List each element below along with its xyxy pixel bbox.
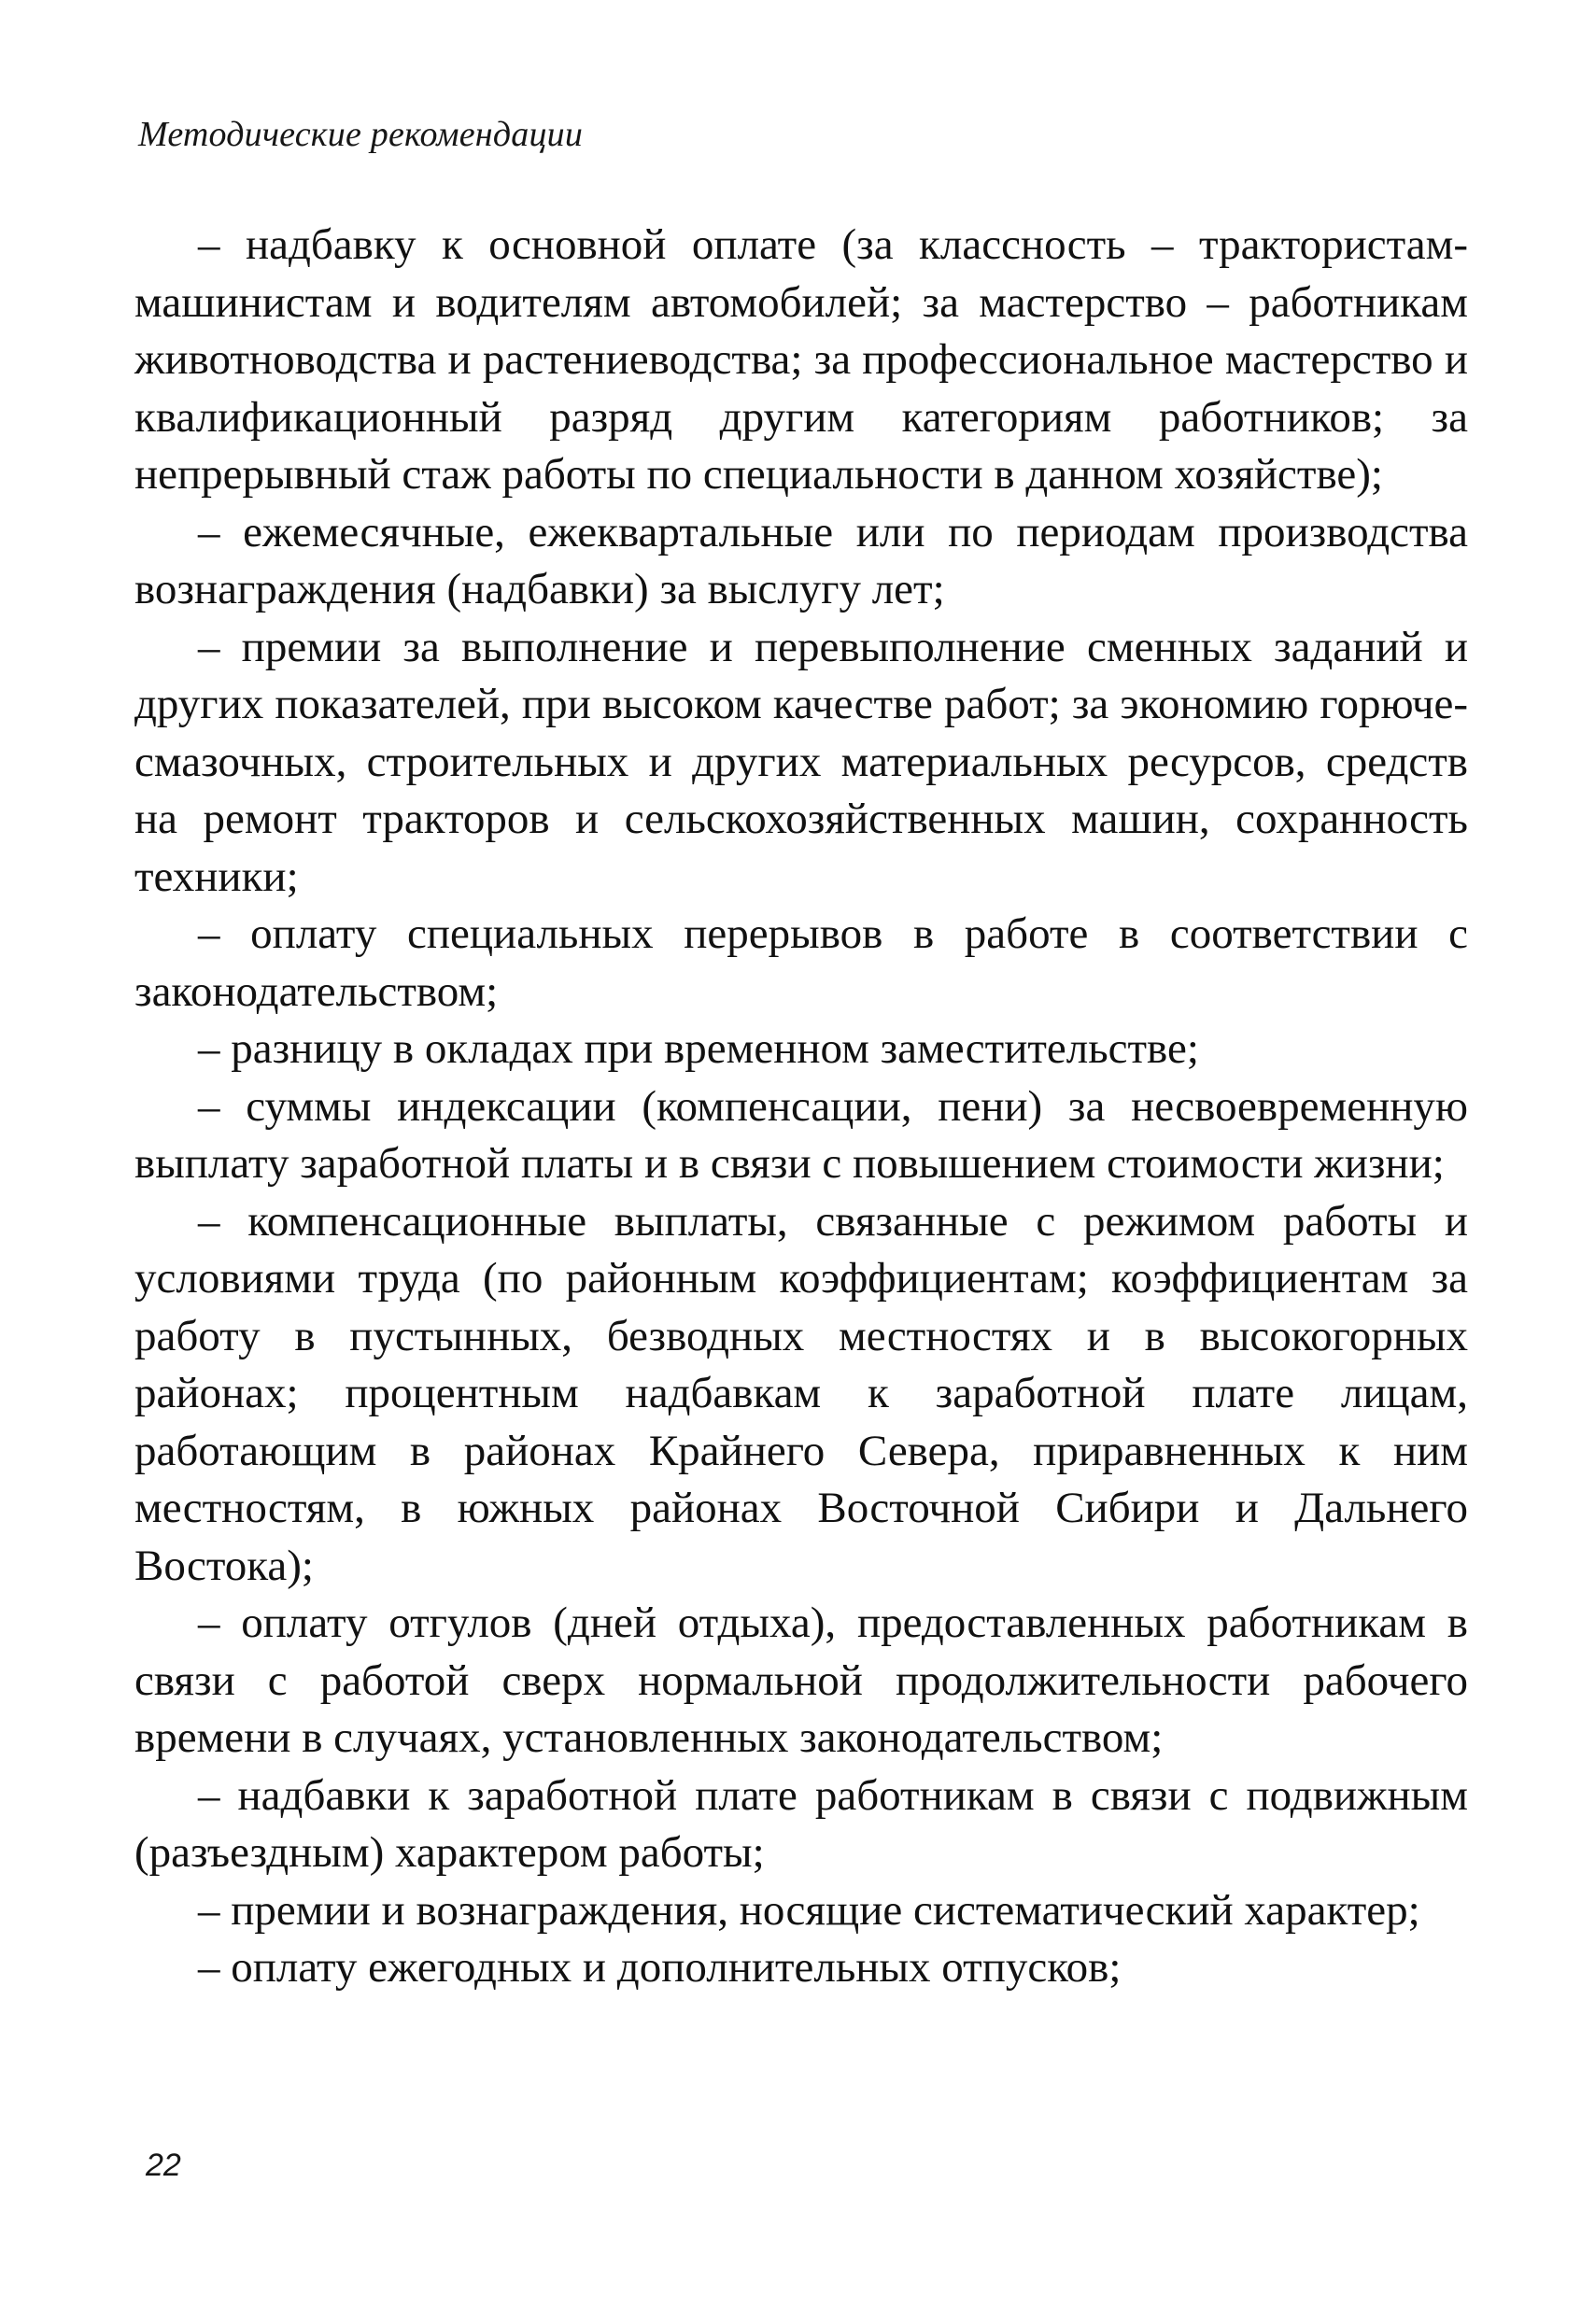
list-item: – премии за выполнение и перевыполнение сменных заданий и других показателей, при высоком качестве работ; за экономию горюче-смазочных, строительных и других материальных ресурсов, средств на ремонт тракторов и сельскохозяйственных машин, сохранность техники; — [134, 622, 1468, 901]
running-header: Методические рекомендации — [138, 115, 584, 154]
list-item: – ежемесячные, ежеквартальные или по периодам производства вознаграждения (надбавки) за выслугу лет; — [134, 507, 1468, 613]
list-item: – надбавки к заработной плате работникам в связи с подвижным (разъездным) характером работы; — [134, 1770, 1468, 1877]
list-item: – разницу в окладах при временном заместительстве; — [198, 1024, 1199, 1073]
list-item: – оплату отгулов (дней отдыха), предоставленных работникам в связи с работой сверх нормальной продолжительности рабочего времени в случаях, установленных законодательством; — [134, 1599, 1468, 1762]
body-text — [134, 217, 1468, 1997]
list-item: – суммы индексации (компенсации, пени) за несвоевременную выплату заработной платы и в связи с повышением стоимости жизни; — [134, 1081, 1468, 1188]
list-item: – надбавку к основной оплате (за классность – трактористам-машинистам и водителям автомобилей; за мастерство – работникам животноводства и растениеводства; за профессиональное мастерство и квалификационный разряд другим категориям работников; за непрерывный стаж работы по специальности в данном хозяйстве); — [134, 220, 1468, 499]
list-item: – премии и вознаграждения, носящие систематический характер; — [198, 1885, 1420, 1935]
list-item: – оплату специальных перерывов в работе в соответствии с законодательством; — [134, 909, 1468, 1016]
page-number: 22 — [146, 2148, 181, 2183]
list-item: – компенсационные выплаты, связанные с режимом работы и условиями труда (по районным коэффициентам; коэффициентам за работу в пустынных, безводных местностях и в высокогорных районах; процентным надбавкам к заработной плате лицам, работающим в районах Крайнего Севера, приравненных к ним местностям, в южных районах Восточной Сибири и Дальнего Востока); — [134, 1196, 1468, 1590]
list-item: – оплату ежегодных и дополнительных отпусков; — [198, 1943, 1122, 1992]
